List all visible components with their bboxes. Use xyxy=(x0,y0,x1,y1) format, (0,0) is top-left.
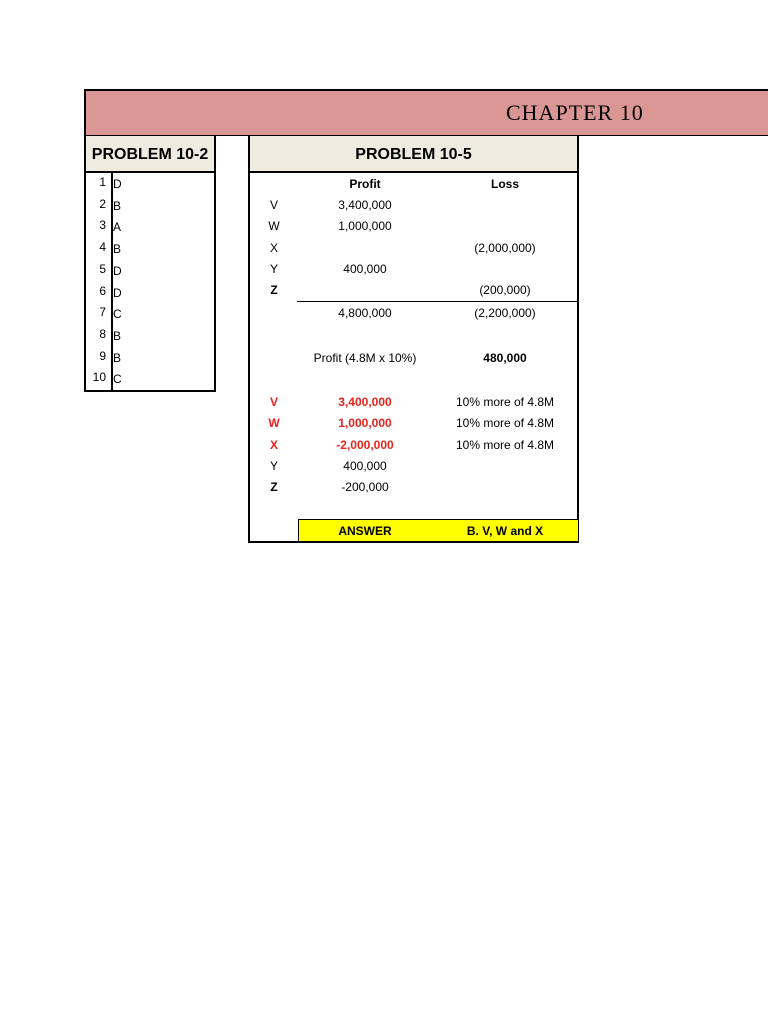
answer-number: 6 xyxy=(99,283,106,298)
computation-label: Profit (4.8M x 10%) xyxy=(313,351,417,365)
answer-number: 10 xyxy=(92,370,106,385)
answer-letter: B xyxy=(113,242,122,257)
answer-letter: C xyxy=(113,372,122,387)
answer-number: 3 xyxy=(99,218,106,233)
problem-10-2-box xyxy=(84,136,216,392)
analysis-label: Y xyxy=(269,458,278,473)
total-profit: 4,800,000 xyxy=(338,306,392,320)
answer-letter: D xyxy=(113,177,122,191)
analysis-label: V xyxy=(269,395,278,409)
partner-label: W xyxy=(268,219,280,234)
analysis-label: X xyxy=(269,437,278,452)
analysis-amount: 3,400,000 xyxy=(338,395,392,409)
answer-letter: A xyxy=(113,220,122,235)
partner-loss: (2,000,000) xyxy=(474,240,536,255)
answer-letter: B xyxy=(113,328,122,343)
total-rule xyxy=(297,301,578,302)
analysis-label: W xyxy=(268,416,280,431)
analysis-amount: 400,000 xyxy=(343,458,387,473)
problem-10-2-title: PROBLEM 10-2 xyxy=(91,146,209,163)
answer-number: 1 xyxy=(99,175,106,189)
analysis-label: Z xyxy=(270,480,278,495)
analysis-note: 10% more of 4.8M xyxy=(455,437,555,452)
answer-letter: D xyxy=(113,263,122,278)
chapter-title xyxy=(506,98,768,130)
answer-number: 9 xyxy=(99,348,106,363)
computation-value: 480,000 xyxy=(483,351,527,365)
partner-profit: 3,400,000 xyxy=(338,198,392,212)
partner-label: V xyxy=(269,198,278,212)
answer-value: B. V, W and X xyxy=(466,524,544,538)
partner-loss: (200,000) xyxy=(479,283,531,298)
answer-label: ANSWER xyxy=(338,524,392,538)
answer-letter: C xyxy=(113,307,122,322)
col-header-profit: Profit xyxy=(349,177,381,191)
problem-10-5-title: PROBLEM 10-5 xyxy=(355,146,472,163)
partner-label: Z xyxy=(270,283,278,298)
partner-profit: 400,000 xyxy=(343,261,387,276)
answer-number: 5 xyxy=(99,261,106,276)
analysis-note: 10% more of 4.8M xyxy=(455,395,555,409)
answer-number: 7 xyxy=(99,305,106,320)
problem-10-5-header xyxy=(250,136,577,173)
answer-letter: B xyxy=(113,198,122,213)
answer-number: 4 xyxy=(99,240,106,255)
analysis-amount: -200,000 xyxy=(341,480,389,495)
analysis-amount: -2,000,000 xyxy=(336,437,394,452)
total-loss: (2,200,000) xyxy=(474,306,536,320)
analysis-note: 10% more of 4.8M xyxy=(455,416,555,431)
chapter-title-text: CHAPTER 10 xyxy=(506,100,644,125)
partner-label: X xyxy=(269,240,278,255)
answer-number: 2 xyxy=(99,196,106,211)
col-header-loss: Loss xyxy=(490,177,519,191)
partner-profit: 1,000,000 xyxy=(338,219,392,234)
answer-letter: D xyxy=(113,285,122,300)
answer-number: 8 xyxy=(99,326,106,341)
answer-letter: B xyxy=(113,350,122,365)
partner-label: Y xyxy=(269,261,278,276)
analysis-amount: 1,000,000 xyxy=(338,416,392,431)
problem-10-2-header xyxy=(86,136,214,173)
